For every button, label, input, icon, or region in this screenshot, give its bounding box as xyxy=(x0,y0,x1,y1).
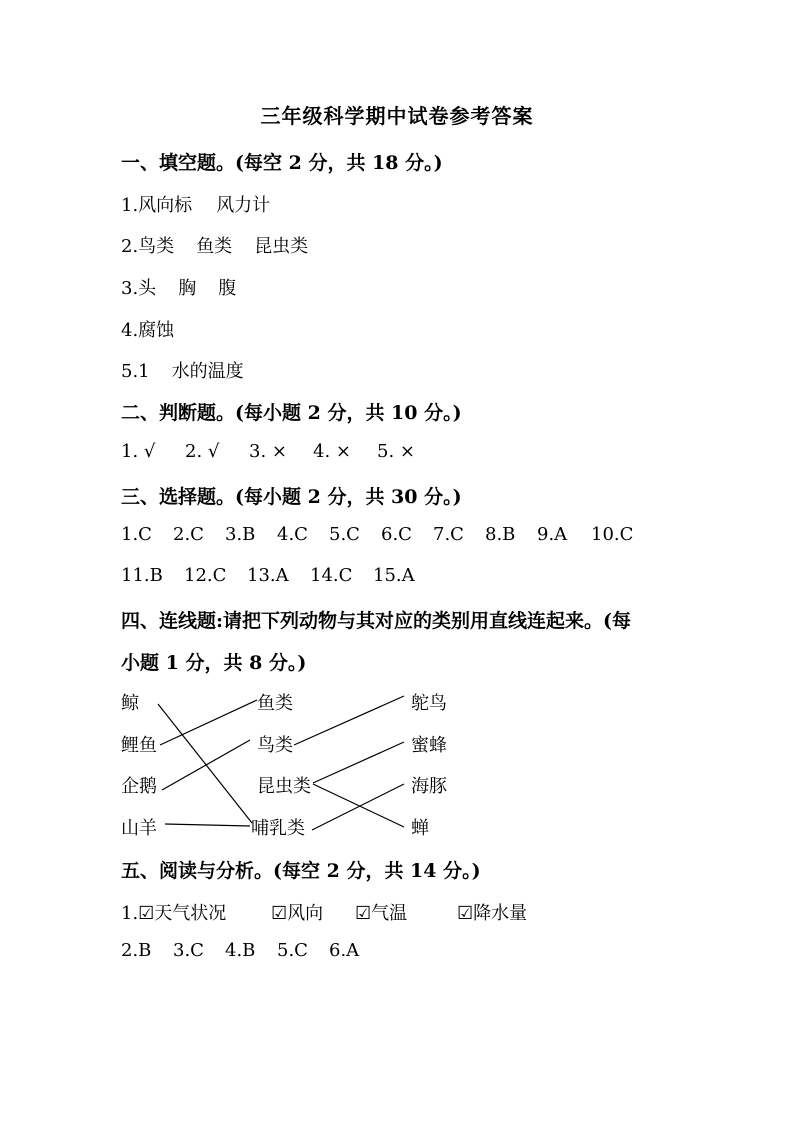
s1-answer-3c: 腹 xyxy=(218,278,237,299)
match-left-penguin: 企鹅 xyxy=(121,776,157,797)
s1-answer-3b: 胸 xyxy=(178,278,197,299)
match-middle-fish: 鱼类 xyxy=(257,693,293,714)
s5-answer: 5.C xyxy=(277,940,308,961)
line-goat-mammal xyxy=(165,824,250,826)
s1-answer-5a: 5.1 xyxy=(121,361,150,382)
s3-answer: 11.B xyxy=(121,565,163,586)
match-right-cicada: 蝉 xyxy=(411,818,429,839)
s5-answer: 6.A xyxy=(329,940,360,961)
section-4-heading-line-2: 小题 1 分，共 8 分。) xyxy=(121,652,307,674)
match-middle-insect: 昆虫类 xyxy=(257,776,311,797)
s5-answer: ☑气温 xyxy=(355,903,408,924)
s2-answer: 5. × xyxy=(377,441,415,462)
s2-answer: 2. √ xyxy=(185,441,220,462)
s3-answer: 15.A xyxy=(373,565,415,586)
s3-answer: 2.C xyxy=(173,524,204,545)
s3-answer: 14.C xyxy=(310,565,353,586)
s3-answer: 5.C xyxy=(329,524,360,545)
line-carp-fish xyxy=(160,700,257,745)
s5-answer: 1.☑天气状况 xyxy=(121,903,227,924)
s5-answer-1 xyxy=(121,899,527,925)
s3-answer: 10.C xyxy=(591,524,634,545)
s5-answer: 4.B xyxy=(225,940,256,961)
s2-answer: 4. × xyxy=(313,441,351,462)
match-middle-mammal: 哺乳类 xyxy=(251,818,305,839)
s3-answer: 1.C xyxy=(121,524,152,545)
s1-answer-4: 4.腐蚀 xyxy=(121,320,175,341)
s2-answer: 3. × xyxy=(249,441,287,462)
page-title: 三年级科学期中试卷参考答案 xyxy=(260,104,534,128)
s1-answer-1b: 风力计 xyxy=(216,195,271,216)
section-5-heading: 五、阅读与分析。(每空 2 分，共 14 分。) xyxy=(121,860,481,882)
s5-answer: 2.B xyxy=(121,940,152,961)
section-2-heading: 二、判断题。(每小题 2 分，共 10 分。) xyxy=(121,402,462,424)
s3-answer: 8.B xyxy=(485,524,516,545)
s2-answer: 1. √ xyxy=(121,441,156,462)
s5-answer: ☑降水量 xyxy=(457,903,528,924)
s5-answer-2 xyxy=(121,940,359,961)
s3-answer: 4.C xyxy=(277,524,308,545)
s5-answer: 3.C xyxy=(173,940,204,961)
s3-answer: 9.A xyxy=(537,524,568,545)
s3-answer: 13.A xyxy=(247,565,289,586)
match-right-ostrich: 鸵鸟 xyxy=(411,693,447,714)
s1-answer-1a: 1.风向标 xyxy=(121,195,193,216)
line-insect-bee xyxy=(313,742,404,783)
s1-answer-2b: 鱼类 xyxy=(196,236,233,257)
s1-answer-2c: 昆虫类 xyxy=(254,236,309,257)
s5-answer: ☑风向 xyxy=(271,903,324,924)
s3-answer: 6.C xyxy=(381,524,412,545)
match-left-carp: 鲤鱼 xyxy=(121,735,157,756)
s3-answer: 7.C xyxy=(433,524,464,545)
match-right-dolphin: 海豚 xyxy=(411,776,447,797)
s1-answer-5b: 水的温度 xyxy=(171,361,244,382)
line-whale-mammal xyxy=(158,704,252,823)
section-3-heading: 三、选择题。(每小题 2 分，共 30 分。) xyxy=(121,486,462,508)
s3-answer: 12.C xyxy=(184,565,227,586)
match-left-whale: 鲸 xyxy=(121,693,139,714)
s1-answer-2a: 2.鸟类 xyxy=(121,236,175,257)
s1-answer-3a: 3.头 xyxy=(121,278,157,299)
match-middle-bird: 鸟类 xyxy=(257,735,293,756)
match-right-bee: 蜜蜂 xyxy=(411,735,447,756)
section-1-heading: 一、填空题。(每空 2 分，共 18 分。) xyxy=(121,152,443,174)
line-penguin-bird xyxy=(162,740,250,790)
match-left-goat: 山羊 xyxy=(121,818,157,839)
line-bird-ostrich xyxy=(294,696,404,745)
s3-answer: 3.B xyxy=(225,524,256,545)
section-4-heading-line-1: 四、连线题:请把下列动物与其对应的类别用直线连起来。(每 xyxy=(121,610,632,632)
line-mammal-dolphin xyxy=(312,784,404,830)
